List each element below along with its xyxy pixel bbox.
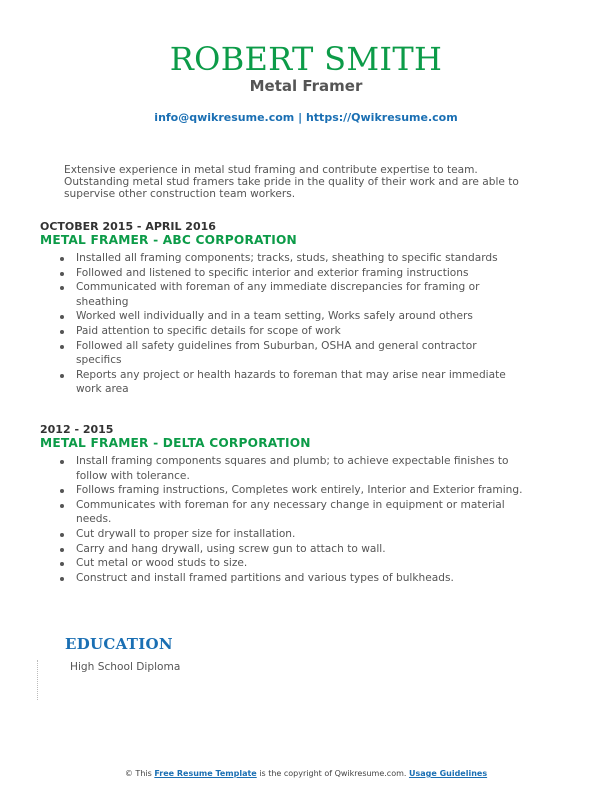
job-title: Metal Framer [249,77,363,95]
experience-entry [40,220,530,397]
contact-separator: | [294,111,306,124]
job-dates: OCTOBER 2015 - APRIL 2016 [40,220,216,233]
job-dates: 2012 - 2015 [40,423,114,436]
bullet-item: Construct and install framed partitions and various types of bulkheads. [40,571,530,586]
bullet-item: Cut drywall to proper size for installation. [40,527,530,542]
experience-entry [40,423,530,585]
footer [0,769,612,778]
education-item: High School Diploma [70,661,181,673]
candidate-name: ROBERT SMITH [169,40,443,78]
bullet-item: Cut metal or wood studs to size. [40,556,530,571]
usage-guidelines-link[interactable]: Usage Guidelines [408,769,488,778]
bullet-item: Carry and hang drywall, using screw gun to attach to wall. [40,542,530,557]
footer-middle: is the copyright of Qwikresume.com. [256,769,409,778]
section-divider [37,660,38,700]
bullet-item: Worked well individually and in a team setting, Works safely around others [40,309,530,324]
website-link[interactable]: https://Qwikresume.com [305,111,458,124]
bullet-item: Installed all framing components; tracks, studs, sheathing to specific standards [40,251,530,266]
contact-line [0,111,612,124]
education-heading: EDUCATION [65,635,173,653]
job-heading: METAL FRAMER - DELTA CORPORATION [40,436,311,450]
bullet-item: Communicated with foreman of any immediate discrepancies for framing or sheathing [40,280,530,309]
bullet-item: Followed all safety guidelines from Suburban, OSHA and general contractor specifics [40,339,530,368]
bullet-item: Install framing components squares and plumb; to achieve expectable finishes to follow with tolerance. [40,454,530,483]
bullet-item: Follows framing instructions, Completes work entirely, Interior and Exterior framing. [40,483,530,498]
email-link[interactable]: info@qwikresume.com [154,111,295,124]
bullet-item: Followed and listened to specific interior and exterior framing instructions [40,266,530,281]
job-heading: METAL FRAMER - ABC CORPORATION [40,233,297,247]
job-bullets [40,251,530,397]
bullet-item: Reports any project or health hazards to foreman that may arise near immediate work area [40,368,530,397]
job-bullets [40,454,530,585]
bullet-item: Communicates with foreman for any necessary change in equipment or material needs. [40,498,530,527]
bullet-item: Paid attention to specific details for scope of work [40,324,530,339]
summary-paragraph: Extensive experience in metal stud framing and contribute expertise to team. Outstanding metal stud framers take pride in the quality of their work and are able to supervise other construction team workers. [64,164,519,201]
free-resume-template-link[interactable]: Free Resume Template [154,769,257,778]
footer-prefix: © This [124,769,155,778]
